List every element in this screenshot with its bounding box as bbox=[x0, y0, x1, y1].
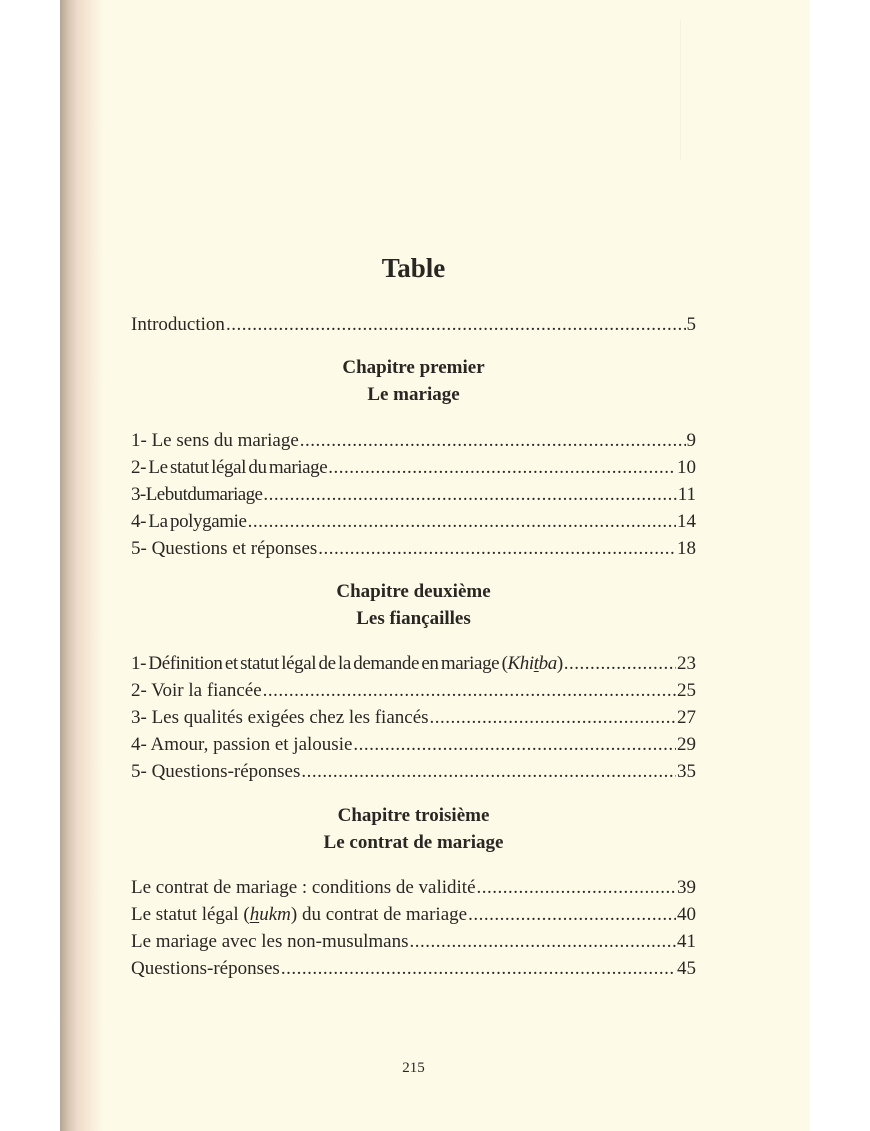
leader-dots bbox=[468, 901, 676, 928]
toc-entry[interactable] bbox=[131, 704, 696, 731]
leader-dots bbox=[328, 454, 676, 481]
entry-label: 5- Questions-réponses bbox=[131, 761, 301, 782]
toc-entry[interactable] bbox=[131, 731, 696, 758]
leader-dots bbox=[248, 508, 676, 535]
toc-entry[interactable] bbox=[131, 508, 696, 535]
toc-entry[interactable] bbox=[131, 535, 696, 562]
entry-label: 1- Le sens du mariage bbox=[131, 430, 299, 451]
toc-entry[interactable] bbox=[131, 454, 696, 481]
leader-dots bbox=[300, 427, 686, 454]
leader-dots bbox=[477, 874, 676, 901]
page-title: Table bbox=[381, 253, 446, 283]
entry-label bbox=[131, 901, 467, 928]
arabic-term bbox=[250, 904, 291, 925]
term-part: ukm bbox=[259, 904, 291, 925]
toc-entry[interactable] bbox=[131, 758, 696, 785]
entry-page-number: 39 bbox=[677, 877, 696, 898]
leader-dots bbox=[263, 481, 676, 508]
entry-label: 4- Amour, passion et jalousie bbox=[131, 734, 353, 755]
entry-label: 2- Voir la fiancée bbox=[131, 680, 262, 701]
entry-label: 2- Le statut légal du mariage bbox=[131, 457, 328, 478]
term-part: ba bbox=[538, 653, 557, 674]
book-page bbox=[60, 0, 810, 1131]
chapter-subtitle: Le contrat de mariage bbox=[323, 832, 504, 853]
chapter-heading: Chapitre troisième bbox=[337, 805, 490, 826]
term-underlined-letter: h bbox=[249, 904, 260, 925]
entry-page-number: 5 bbox=[686, 314, 696, 335]
entry-label: 5- Questions et réponses bbox=[131, 538, 318, 559]
term-underlined-letter: t bbox=[533, 653, 539, 674]
entry-page-number: 27 bbox=[677, 707, 696, 728]
toc-entry[interactable] bbox=[131, 427, 696, 454]
page-binding-shadow bbox=[60, 0, 104, 1131]
page-crease bbox=[680, 20, 681, 160]
toc-entry[interactable] bbox=[131, 650, 696, 677]
entry-page-number: 23 bbox=[677, 653, 696, 674]
toc-entry-introduction[interactable] bbox=[131, 311, 696, 338]
entry-page-number: 35 bbox=[677, 761, 696, 782]
entry-page-number: 10 bbox=[677, 457, 696, 478]
entry-page-number: 29 bbox=[677, 734, 696, 755]
entry-label-text: ) du contrat de mariage bbox=[290, 904, 468, 925]
toc-entry[interactable] bbox=[131, 928, 696, 955]
entry-label: Le mariage avec les non-musulmans bbox=[131, 931, 409, 952]
entry-page-number: 45 bbox=[677, 958, 696, 979]
entry-label: Introduction bbox=[131, 314, 225, 335]
entry-label: 3- Les qualités exigées chez les fiancés bbox=[131, 707, 429, 728]
page-number: 215 bbox=[402, 1060, 425, 1076]
chapter-heading: Chapitre deuxième bbox=[336, 581, 491, 602]
chapter-subtitle: Les fiançailles bbox=[356, 608, 471, 629]
toc-entry[interactable] bbox=[131, 677, 696, 704]
leader-dots bbox=[318, 535, 676, 562]
leader-dots bbox=[353, 731, 676, 758]
entry-label-text: ) bbox=[556, 653, 563, 674]
entry-page-number: 14 bbox=[677, 511, 696, 532]
entry-label: Questions-réponses bbox=[131, 958, 280, 979]
entry-page-number: 25 bbox=[677, 680, 696, 701]
entry-label: 4- La polygamie bbox=[131, 511, 247, 532]
entry-label-text: Le statut légal ( bbox=[131, 904, 250, 925]
toc-entry[interactable] bbox=[131, 481, 696, 508]
toc-entry[interactable] bbox=[131, 874, 696, 901]
entry-page-number: 41 bbox=[677, 931, 696, 952]
entry-label: Le contrat de mariage : conditions de validité bbox=[131, 877, 476, 898]
term-part: Khi bbox=[507, 653, 534, 674]
entry-label: 3- Le but du mariage bbox=[131, 484, 263, 505]
leader-dots bbox=[281, 955, 676, 982]
toc-entry[interactable] bbox=[131, 955, 696, 982]
arabic-term bbox=[508, 653, 557, 674]
entry-page-number: 9 bbox=[686, 430, 696, 451]
chapter-heading: Chapitre premier bbox=[342, 357, 485, 378]
leader-dots bbox=[226, 311, 686, 338]
entry-label bbox=[131, 650, 563, 677]
entry-page-number: 40 bbox=[677, 904, 696, 925]
toc-entry[interactable] bbox=[131, 901, 696, 928]
entry-page-number: 11 bbox=[677, 484, 696, 505]
leader-dots bbox=[301, 758, 676, 785]
chapter-subtitle: Le mariage bbox=[367, 384, 460, 405]
leader-dots bbox=[430, 704, 676, 731]
leader-dots bbox=[564, 650, 676, 677]
leader-dots bbox=[410, 928, 676, 955]
entry-page-number: 18 bbox=[677, 538, 696, 559]
leader-dots bbox=[263, 677, 676, 704]
entry-label-text: 1- Définition et statut légal de la demande en mariage ( bbox=[131, 653, 508, 674]
